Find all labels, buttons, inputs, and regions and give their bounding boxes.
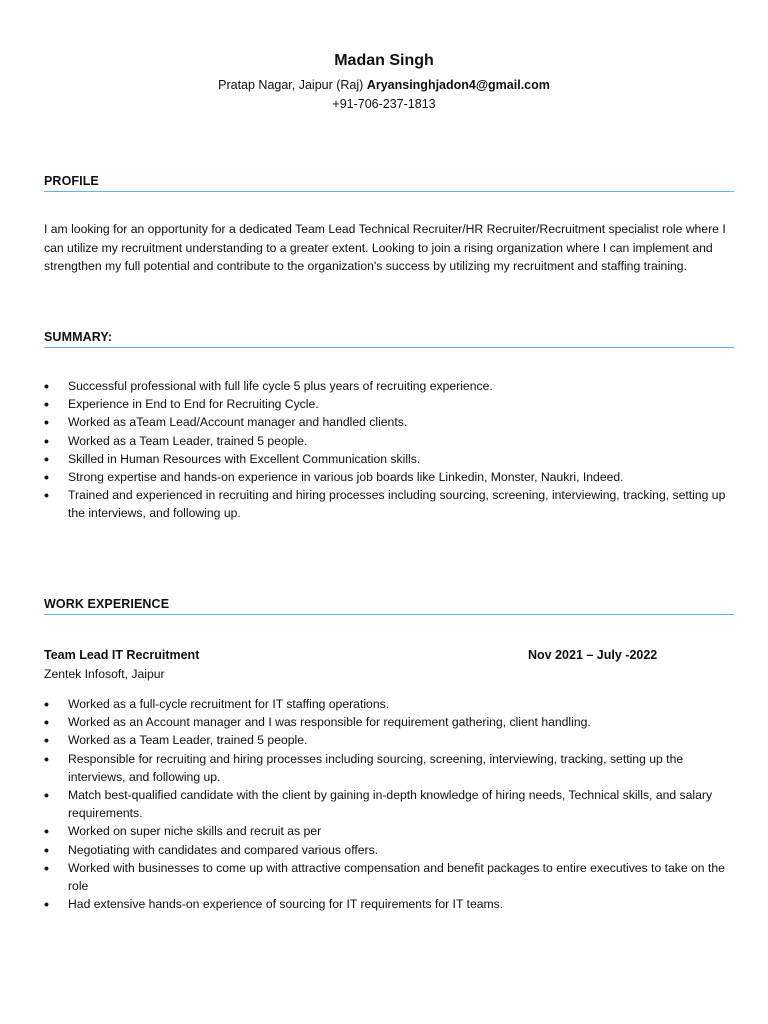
list-item: • Worked with businesses to come up with attractive compensation and benefit packages to entire executives to take on the role xyxy=(44,859,734,895)
list-item: • Negotiating with candidates and compared various offers. xyxy=(44,841,734,859)
candidate-name: Madan Singh xyxy=(334,52,434,69)
list-item: • Successful professional with full life cycle 5 plus years of recruiting experience. xyxy=(44,377,734,395)
list-item: • Experience in End to End for Recruiting Cycle. xyxy=(44,395,734,413)
list-item: • Worked on super niche skills and recruit as per xyxy=(44,822,734,840)
list-item: • Had extensive hands-on experience of sourcing for IT requirements for IT teams. xyxy=(44,895,734,913)
summary-divider xyxy=(44,347,734,348)
work-experience-divider xyxy=(44,614,734,615)
list-item: • Skilled in Human Resources with Excellent Communication skills. xyxy=(44,450,734,468)
job-duties-list xyxy=(44,695,734,913)
list-item: • Worked as a Team Leader, trained 5 people. xyxy=(44,731,734,749)
list-item: • Worked as a full-cycle recruitment for IT staffing operations. xyxy=(44,695,734,713)
profile-divider xyxy=(44,191,734,192)
list-item: • Strong expertise and hands-on experience in various job boards like Linkedin, Monster, Naukri, Indeed. xyxy=(44,468,734,486)
summary-heading: SUMMARY: xyxy=(44,330,113,344)
list-item: • Worked as aTeam Lead/Account manager and handled clients. xyxy=(44,413,734,431)
list-item: • Responsible for recruiting and hiring processes including sourcing, screening, interviewing, tracking, setting up the interviews, and following up. xyxy=(44,750,734,786)
contact-line xyxy=(0,78,768,92)
list-item: • Match best-qualified candidate with the client by gaining in-depth knowledge of hiring needs, Technical skills, and salary requirements. xyxy=(44,786,734,822)
address-text: Pratap Nagar, Jaipur (Raj) xyxy=(218,78,364,92)
job-dates: Nov 2021 – July -2022 xyxy=(528,648,658,662)
profile-heading: PROFILE xyxy=(44,174,99,188)
summary-list xyxy=(44,377,734,523)
profile-text: I am looking for an opportunity for a dedicated Team Lead Technical Recruiter/HR Recruiter/Recruitment specialist role where I can utilize my recruitment understanding to a greater extent. Looking to join a rising organization where I can implement and strengthen my full potential and contribute to the organization's success by utilizing my recruitment and staffing training. xyxy=(44,222,726,274)
list-item: • Worked as an Account manager and I was responsible for requirement gathering, client handling. xyxy=(44,713,734,731)
work-experience-heading: WORK EXPERIENCE xyxy=(44,597,170,611)
email-link[interactable]: Aryansinghjadon4@gmail.com xyxy=(366,78,550,92)
job-company: Zentek Infosoft, Jaipur xyxy=(44,667,165,681)
list-item: • Worked as a Team Leader, trained 5 people. xyxy=(44,432,734,450)
job-title: Team Lead IT Recruitment xyxy=(44,648,200,662)
phone-number: +91-706-237-1813 xyxy=(332,97,436,111)
list-item: • Trained and experienced in recruiting and hiring processes including sourcing, screening, interviewing, tracking, setting up the interviews, and following up. xyxy=(44,486,734,522)
